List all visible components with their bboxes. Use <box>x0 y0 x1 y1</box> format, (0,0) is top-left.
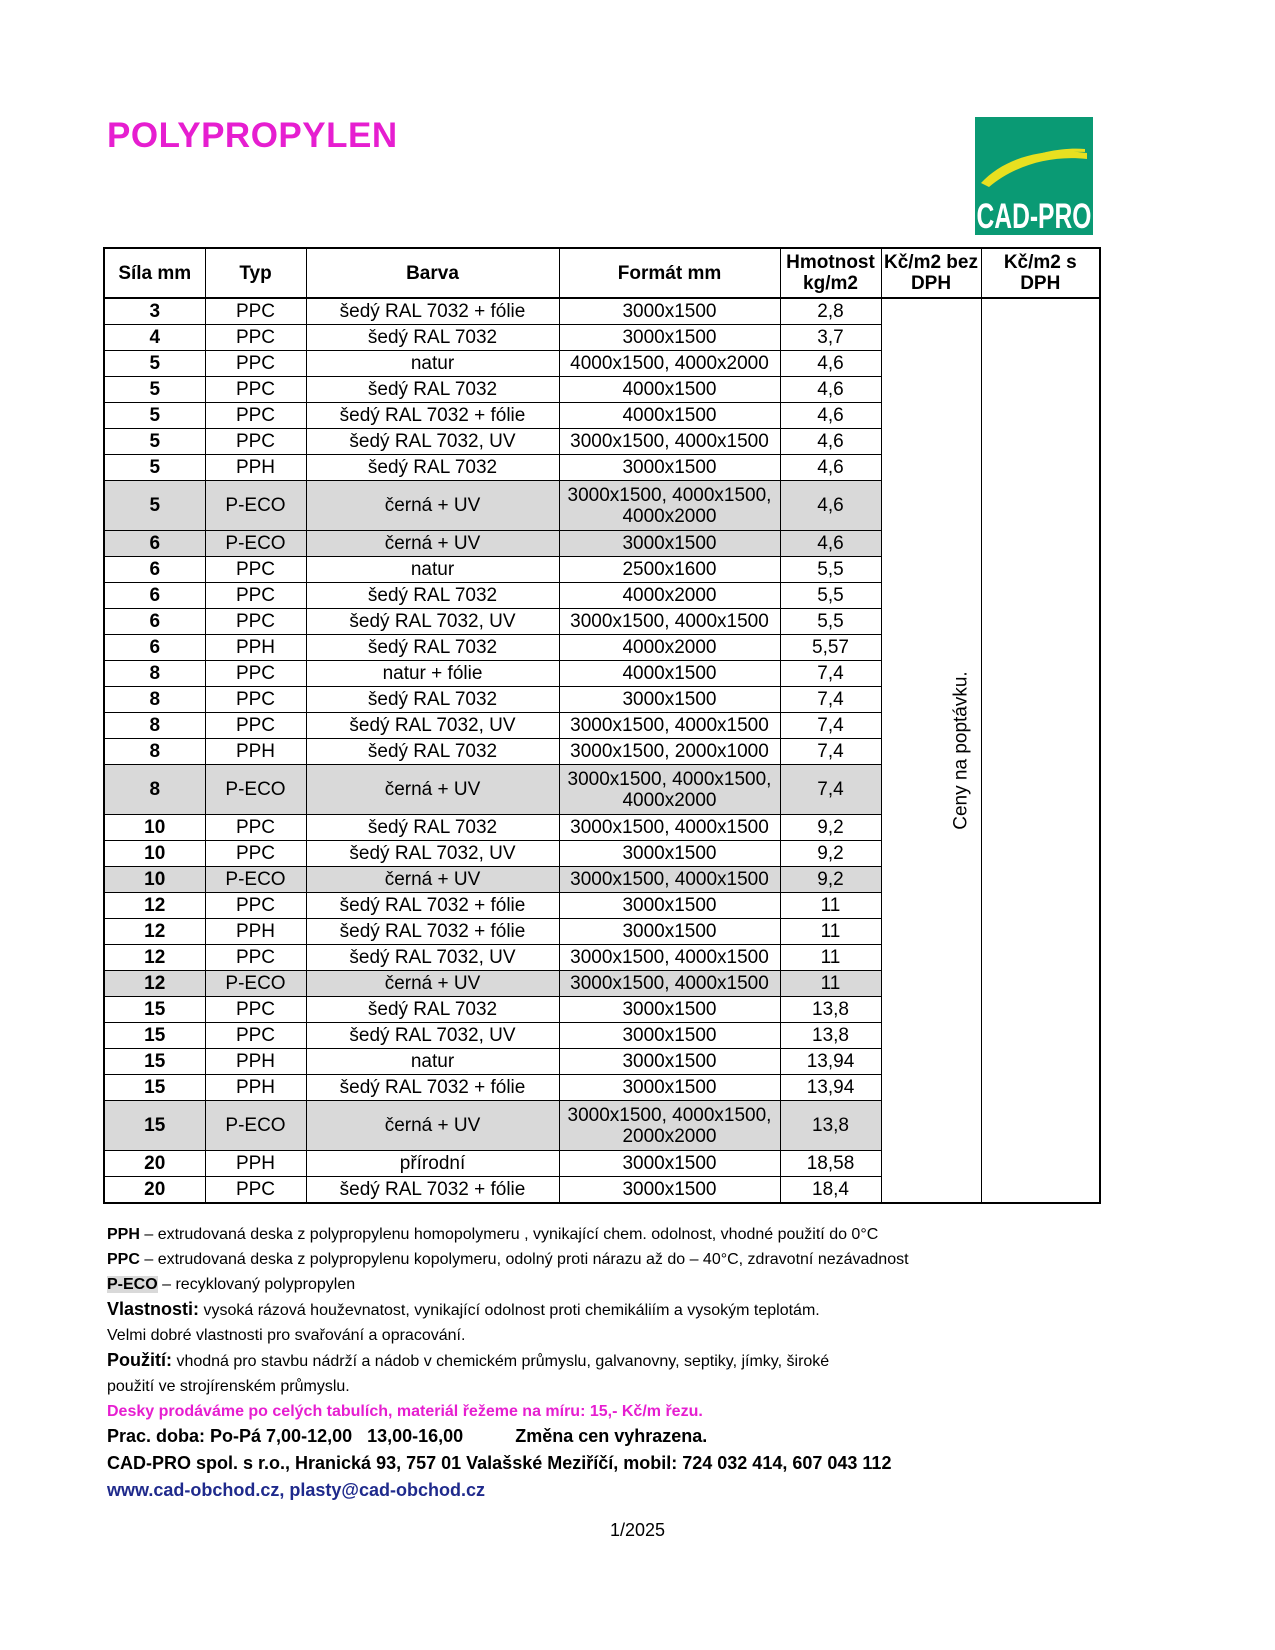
cell-sila: 12 <box>104 945 205 971</box>
cell-typ: PPC <box>205 351 306 377</box>
cell-sila: 8 <box>104 713 205 739</box>
cell-hmotnost: 3,7 <box>780 325 881 351</box>
cell-sila: 4 <box>104 325 205 351</box>
cell-typ: PPC <box>205 429 306 455</box>
cell-sila: 5 <box>104 351 205 377</box>
price-change-note: Změna cen vyhrazena. <box>515 1426 708 1446</box>
cell-hmotnost: 13,8 <box>780 997 881 1023</box>
cell-format: 3000x1500 <box>559 1075 780 1101</box>
cell-barva: černá + UV <box>306 1101 559 1151</box>
cell-format: 4000x2000 <box>559 583 780 609</box>
cell-typ: PPH <box>205 1075 306 1101</box>
cell-format: 3000x1500 <box>559 325 780 351</box>
cell-typ: PPC <box>205 893 306 919</box>
cell-hmotnost: 5,57 <box>780 635 881 661</box>
cell-typ: P-ECO <box>205 481 306 531</box>
cell-sila: 5 <box>104 455 205 481</box>
cell-hmotnost: 18,58 <box>780 1151 881 1177</box>
cell-format: 3000x1500 <box>559 298 780 325</box>
cell-typ: PPH <box>205 919 306 945</box>
company-address: CAD-PRO spol. s r.o., Hranická 93, 757 01 Valašské Meziříčí, mobil: 724 032 414, 607 043 112 <box>107 1453 892 1473</box>
cell-format: 3000x1500, 4000x1500, 4000x2000 <box>559 481 780 531</box>
cell-typ: PPC <box>205 609 306 635</box>
cell-sila: 6 <box>104 531 205 557</box>
cell-typ: PPC <box>205 945 306 971</box>
cell-sila: 12 <box>104 919 205 945</box>
note-peco: P-ECO – recyklovaný polypropylen <box>107 1276 356 1293</box>
cell-sila: 8 <box>104 765 205 815</box>
cell-typ: PPC <box>205 661 306 687</box>
cell-sila: 3 <box>104 298 205 325</box>
cell-format: 4000x1500, 4000x2000 <box>559 351 780 377</box>
cell-format: 3000x1500 <box>559 997 780 1023</box>
cell-format: 3000x1500, 2000x1000 <box>559 739 780 765</box>
cell-hmotnost: 7,4 <box>780 739 881 765</box>
cell-sila: 15 <box>104 1023 205 1049</box>
cell-typ: PPH <box>205 1151 306 1177</box>
cell-hmotnost: 7,4 <box>780 713 881 739</box>
cell-barva: natur + fólie <box>306 661 559 687</box>
cell-typ: PPC <box>205 815 306 841</box>
cell-barva: přírodní <box>306 1151 559 1177</box>
cell-sila: 5 <box>104 481 205 531</box>
footer-hours-line <box>107 1423 891 1450</box>
working-hours: Prac. doba: Po-Pá 7,00-12,00 13,00-16,00 <box>107 1426 464 1446</box>
cell-hmotnost: 11 <box>780 919 881 945</box>
cell-barva: natur <box>306 351 559 377</box>
cad-pro-logo <box>975 117 1093 235</box>
cell-sila: 10 <box>104 815 205 841</box>
cell-format: 3000x1500, 4000x1500 <box>559 945 780 971</box>
contact-line: www.cad-obchod.cz, plasty@cad-obchod.cz <box>107 1480 485 1500</box>
page-number: 1/2025 <box>609 1520 666 1540</box>
cell-hmotnost: 11 <box>780 945 881 971</box>
cell-typ: PPC <box>205 997 306 1023</box>
header-sila: Síla mm <box>104 248 205 298</box>
cell-sila: 8 <box>104 687 205 713</box>
table-row <box>104 298 1100 325</box>
cell-typ: PPC <box>205 841 306 867</box>
note-pouziti-2: použití ve strojírenském průmyslu. <box>107 1378 350 1395</box>
website-link[interactable]: www.cad-obchod.cz <box>107 1480 280 1500</box>
cell-hmotnost: 18,4 <box>780 1177 881 1204</box>
cell-format: 2500x1600 <box>559 557 780 583</box>
cell-format: 4000x1500 <box>559 377 780 403</box>
cell-format: 3000x1500 <box>559 1023 780 1049</box>
cell-barva: černá + UV <box>306 971 559 997</box>
cell-typ: PPH <box>205 1049 306 1075</box>
cell-format: 4000x1500 <box>559 403 780 429</box>
cell-hmotnost: 5,5 <box>780 609 881 635</box>
cell-hmotnost: 2,8 <box>780 298 881 325</box>
cell-hmotnost: 7,4 <box>780 661 881 687</box>
header-s-dph: Kč/m2 s DPH <box>981 248 1100 298</box>
cell-barva: šedý RAL 7032 <box>306 815 559 841</box>
email-link[interactable]: plasty@cad-obchod.cz <box>289 1480 485 1500</box>
cell-typ: P-ECO <box>205 1101 306 1151</box>
cell-hmotnost: 9,2 <box>780 815 881 841</box>
cell-barva: šedý RAL 7032 <box>306 325 559 351</box>
header-bez-dph: Kč/m2 bez DPH <box>881 248 981 298</box>
cell-sila: 20 <box>104 1151 205 1177</box>
cell-barva: šedý RAL 7032 + fólie <box>306 298 559 325</box>
cell-hmotnost: 11 <box>780 971 881 997</box>
cell-sila: 8 <box>104 739 205 765</box>
cell-format: 3000x1500 <box>559 531 780 557</box>
cell-typ: PPC <box>205 298 306 325</box>
cell-sila: 6 <box>104 635 205 661</box>
cell-sila: 6 <box>104 609 205 635</box>
cell-hmotnost: 4,6 <box>780 455 881 481</box>
cell-hmotnost: 13,94 <box>780 1075 881 1101</box>
cell-barva: natur <box>306 1049 559 1075</box>
cell-barva: natur <box>306 557 559 583</box>
note-cut-notice: Desky prodáváme po celých tabulích, materiál řežeme na míru: 15,- Kč/m řezu. <box>107 1403 703 1420</box>
cell-format: 3000x1500 <box>559 919 780 945</box>
note-pph: PPH – extrudovaná deska z polypropylenu homopolymeru , vynikající chem. odolnost, vhodné použití do 0°C <box>107 1226 879 1243</box>
cell-barva: šedý RAL 7032 <box>306 997 559 1023</box>
cell-typ: PPH <box>205 635 306 661</box>
note-pouziti: Použití: vhodná pro stavbu nádrží a nádob v chemickém průmyslu, galvanovny, septiky, jímky, široké <box>107 1350 830 1370</box>
cell-barva: šedý RAL 7032 <box>306 687 559 713</box>
page-title: POLYPROPYLEN <box>107 116 398 155</box>
note-vlastnosti-2: Velmi dobré vlastnosti pro svařování a opracování. <box>107 1327 466 1344</box>
cell-barva: šedý RAL 7032, UV <box>306 841 559 867</box>
cell-format: 3000x1500 <box>559 841 780 867</box>
note-ppc: PPC – extrudovaná deska z polypropylenu kopolymeru, odolný proti nárazu až do – 40°C, zdravotní nezávadnost <box>107 1251 909 1268</box>
cell-barva: černá + UV <box>306 481 559 531</box>
header-typ: Typ <box>205 248 306 298</box>
cell-format: 3000x1500, 4000x1500, 4000x2000 <box>559 765 780 815</box>
cell-typ: P-ECO <box>205 971 306 997</box>
cell-sila: 15 <box>104 1101 205 1151</box>
cell-hmotnost: 13,94 <box>780 1049 881 1075</box>
cell-sila: 10 <box>104 841 205 867</box>
cell-barva: šedý RAL 7032, UV <box>306 713 559 739</box>
cell-hmotnost: 13,8 <box>780 1023 881 1049</box>
cell-barva: šedý RAL 7032 + fólie <box>306 1177 559 1204</box>
cell-barva: černá + UV <box>306 765 559 815</box>
cell-hmotnost: 7,4 <box>780 765 881 815</box>
cell-typ: PPC <box>205 377 306 403</box>
cell-hmotnost: 4,6 <box>780 481 881 531</box>
cell-barva: šedý RAL 7032, UV <box>306 609 559 635</box>
cell-typ: PPC <box>205 557 306 583</box>
cell-format: 4000x1500 <box>559 661 780 687</box>
cell-sila: 5 <box>104 429 205 455</box>
price-on-request-note: Ceny na poptávku. <box>950 671 972 830</box>
cell-typ: PPC <box>205 1177 306 1204</box>
cell-format: 3000x1500 <box>559 687 780 713</box>
table-header-row <box>104 248 1100 298</box>
cell-format: 3000x1500, 4000x1500 <box>559 713 780 739</box>
note-vlastnosti: Vlastnosti: vysoká rázová houževnatost, vynikající odolnost proti chemikáliím a vysokým teplotám. <box>107 1299 820 1319</box>
cell-hmotnost: 5,5 <box>780 583 881 609</box>
cell-typ: PPH <box>205 455 306 481</box>
cell-hmotnost: 9,2 <box>780 867 881 893</box>
cell-typ: PPC <box>205 1023 306 1049</box>
cell-sila: 5 <box>104 377 205 403</box>
cell-typ: PPC <box>205 687 306 713</box>
cell-barva: šedý RAL 7032 <box>306 635 559 661</box>
cell-hmotnost: 7,4 <box>780 687 881 713</box>
notes <box>107 1222 1187 1424</box>
cell-barva: šedý RAL 7032 + fólie <box>306 893 559 919</box>
cell-hmotnost: 4,6 <box>780 377 881 403</box>
cell-format: 4000x2000 <box>559 635 780 661</box>
cell-typ: P-ECO <box>205 867 306 893</box>
cell-barva: šedý RAL 7032 + fólie <box>306 403 559 429</box>
cell-barva: šedý RAL 7032 <box>306 455 559 481</box>
cell-sila: 6 <box>104 583 205 609</box>
cell-typ: PPC <box>205 713 306 739</box>
price-table <box>103 247 1101 1204</box>
cell-barva: šedý RAL 7032 <box>306 583 559 609</box>
cell-typ: PPC <box>205 325 306 351</box>
header-barva: Barva <box>306 248 559 298</box>
cell-sila: 6 <box>104 557 205 583</box>
cell-format: 3000x1500, 4000x1500 <box>559 815 780 841</box>
cell-sila: 12 <box>104 893 205 919</box>
cell-sila: 12 <box>104 971 205 997</box>
cell-sila: 15 <box>104 1049 205 1075</box>
cell-barva: šedý RAL 7032, UV <box>306 945 559 971</box>
footer <box>107 1423 891 1504</box>
cell-format: 3000x1500 <box>559 455 780 481</box>
cell-barva: šedý RAL 7032 + fólie <box>306 1075 559 1101</box>
cell-format: 3000x1500 <box>559 893 780 919</box>
cell-barva: šedý RAL 7032 <box>306 377 559 403</box>
cell-hmotnost: 4,6 <box>780 531 881 557</box>
cell-hmotnost: 5,5 <box>780 557 881 583</box>
cell-hmotnost: 4,6 <box>780 351 881 377</box>
cell-price-s-dph <box>981 298 1100 1203</box>
cell-typ: P-ECO <box>205 531 306 557</box>
cell-format: 3000x1500, 4000x1500 <box>559 429 780 455</box>
cell-hmotnost: 4,6 <box>780 429 881 455</box>
cell-barva: černá + UV <box>306 867 559 893</box>
cell-barva: šedý RAL 7032 <box>306 739 559 765</box>
logo-text: CAD-PRO <box>976 198 1092 235</box>
cell-sila: 8 <box>104 661 205 687</box>
cell-format: 3000x1500, 4000x1500 <box>559 867 780 893</box>
cell-barva: šedý RAL 7032, UV <box>306 429 559 455</box>
cell-price-note <box>881 298 981 1203</box>
cell-typ: PPC <box>205 583 306 609</box>
cell-hmotnost: 9,2 <box>780 841 881 867</box>
cell-sila: 10 <box>104 867 205 893</box>
cell-typ: PPC <box>205 403 306 429</box>
cell-barva: šedý RAL 7032 + fólie <box>306 919 559 945</box>
cell-hmotnost: 4,6 <box>780 403 881 429</box>
cell-format: 3000x1500 <box>559 1177 780 1204</box>
cell-format: 3000x1500, 4000x1500 <box>559 971 780 997</box>
cell-barva: šedý RAL 7032, UV <box>306 1023 559 1049</box>
cell-hmotnost: 13,8 <box>780 1101 881 1151</box>
cell-sila: 5 <box>104 403 205 429</box>
cell-format: 3000x1500 <box>559 1049 780 1075</box>
header-format: Formát mm <box>559 248 780 298</box>
header-hmotnost: Hmotnost kg/m2 <box>780 248 881 298</box>
cell-format: 3000x1500, 4000x1500 <box>559 609 780 635</box>
cell-typ: P-ECO <box>205 765 306 815</box>
cell-typ: PPH <box>205 739 306 765</box>
cell-format: 3000x1500 <box>559 1151 780 1177</box>
cell-sila: 15 <box>104 997 205 1023</box>
cell-format: 3000x1500, 4000x1500, 2000x2000 <box>559 1101 780 1151</box>
cell-hmotnost: 11 <box>780 893 881 919</box>
cell-barva: černá + UV <box>306 531 559 557</box>
cell-sila: 20 <box>104 1177 205 1204</box>
cell-sila: 15 <box>104 1075 205 1101</box>
